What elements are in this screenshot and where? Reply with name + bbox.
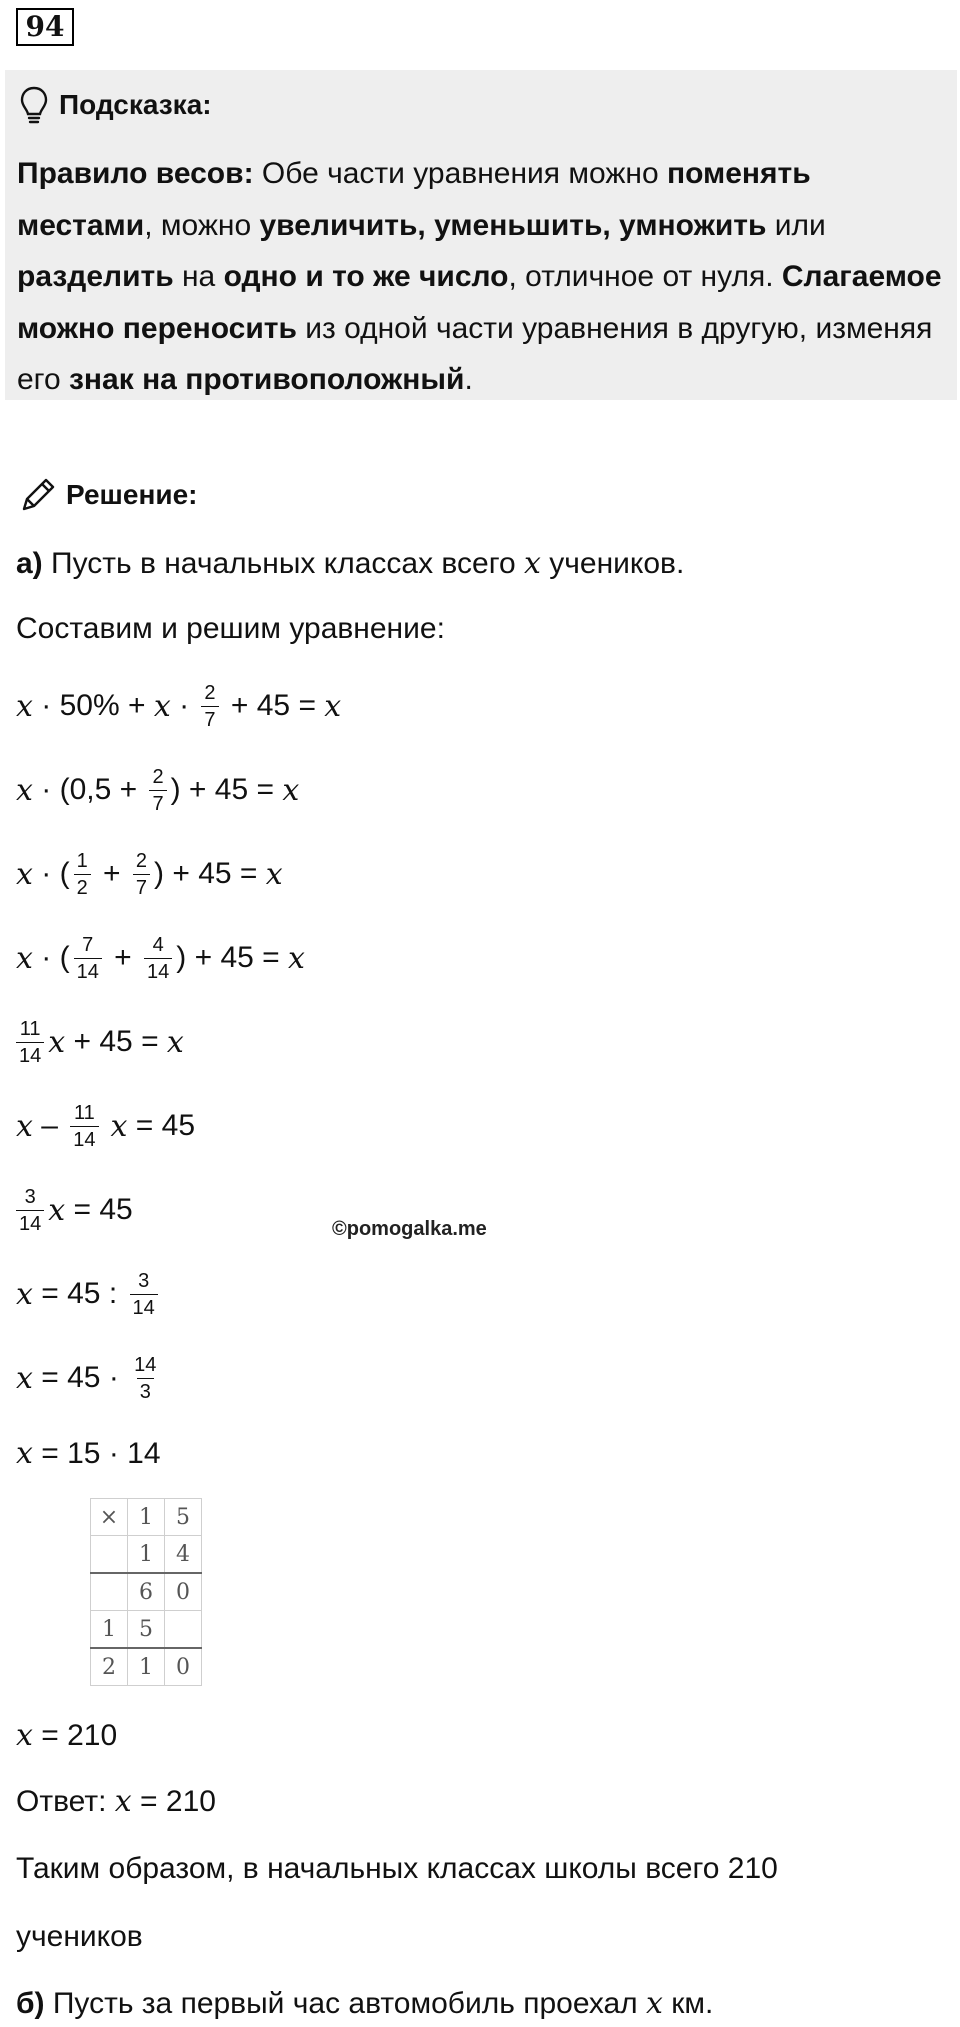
eq-part: = 210 [32,1718,118,1752]
var-x: x [16,772,33,808]
column-multiplication [90,1498,202,1686]
part-b-intro [16,1986,713,2021]
var-x: x [16,1276,33,1312]
numerator: 2 [135,849,148,872]
part-a-intro-text-1: Пусть в начальных классах всего [42,546,524,580]
denominator: 7 [201,706,218,731]
eq-part: · ( [32,857,70,890]
part-a-label: а) [16,546,43,580]
digit-cell [91,1536,128,1574]
equation-3 [16,844,283,904]
denominator: 14 [16,1042,44,1067]
part-b-intro-text-2: км. [662,1986,714,2020]
var-x: x [48,1192,66,1228]
eq-part: = 45 [65,1193,133,1226]
conclusion-text: учеников [16,1920,143,1953]
numerator: 11 [74,1101,95,1124]
hint-bold-segment: одно и то же число [223,260,509,293]
hint-bold-segment: Слагаемое можно переносить [17,260,942,345]
equation-1 [16,676,341,736]
equation-11 [16,1718,117,1753]
hint-text-segment: Обе части уравнения можно [253,157,667,190]
numerator: 3 [24,1185,36,1208]
digit-cell: 2 [91,1648,128,1686]
var-x: x [265,856,283,892]
var-x: x [16,856,33,892]
fraction [74,850,91,899]
fraction [70,1102,98,1151]
digit-cell: 4 [165,1536,202,1574]
answer-value: = 210 [131,1784,216,1818]
eq-part: + 45 = [65,1025,167,1058]
hint-text-segment: или [766,208,826,242]
compose-label: Составим и решим уравнение: [16,612,445,645]
hint-text-segment: на [173,260,224,293]
fraction [133,850,150,899]
digit-cell: 1 [128,1499,165,1536]
solution-header [18,470,197,520]
fraction [144,934,172,983]
problem-number: 94 [16,8,74,46]
conclusion-line-1 [16,1852,778,1886]
equation-10 [16,1436,161,1471]
equation-6 [16,1096,195,1156]
part-a-intro-text-2: учеников. [540,546,685,580]
eq-part: + 45 = [222,689,325,722]
eq-part: – [32,1109,67,1142]
fraction [16,1186,44,1235]
eq-part: · (0,5 + [32,773,146,806]
denominator: 14 [74,958,102,983]
eq-part: ) + 45 = [154,857,266,890]
eq-part: · 50% + [32,689,154,722]
hint-bold-segment: разделить [17,260,174,293]
var-x: x [16,1436,33,1471]
hint-bold-segment: знак на противоположный [69,363,465,396]
digit-cell: 0 [165,1573,202,1611]
multiply-sign: × [91,1499,128,1536]
var-x: x [16,1360,33,1396]
hint-title: Подсказка: [59,89,212,120]
hint-bold-segment: Правило весов: [17,157,254,190]
denominator: 7 [133,874,150,899]
numerator: 3 [138,1269,150,1292]
hint-bold-segment: увеличить, уменьшить, умножить [259,208,767,242]
eq-part: + [105,941,141,974]
part-a-intro [16,546,684,581]
hint-text-segment: , отличное от нуля. [508,260,782,293]
fraction [130,1270,158,1319]
digit-cell: 1 [91,1611,128,1649]
conclusion-line-2 [16,1920,143,1954]
equation-2 [16,760,299,820]
fraction [201,682,218,731]
digit-cell [91,1573,128,1611]
digit-cell [165,1611,202,1649]
fraction [149,766,166,815]
lightbulb-icon [19,85,49,125]
hint-bold-segment: поменять местами [17,157,811,242]
equation-5 [16,1012,184,1072]
pencil-icon [18,475,58,515]
answer-label: Ответ: [16,1784,115,1818]
numerator: 11 [19,1017,41,1040]
numerator: 7 [82,933,94,956]
compose-text [16,612,445,646]
equation-7 [16,1180,133,1240]
var-x: x [48,1024,66,1060]
fraction [16,1018,44,1067]
solution-title: Решение: [66,479,198,510]
equation-4 [16,928,305,988]
fraction [74,934,102,983]
eq-part: · ( [32,941,70,974]
var-x: x [324,688,342,724]
eq-part: ) + 45 = [176,941,289,974]
var-x: x [16,688,33,724]
numerator: 2 [204,681,216,704]
var-x: x [282,772,300,808]
eq-part: · [170,689,198,722]
denominator: 14 [144,958,172,983]
var-x: x [110,1108,128,1144]
digit-cell: 6 [128,1573,165,1611]
denominator: 7 [149,790,166,815]
eq-part: = 45 [127,1109,196,1142]
var-x: x [524,546,541,581]
var-x: x [288,940,305,976]
denominator: 14 [16,1210,44,1235]
hint-box [5,70,957,400]
denominator: 14 [70,1126,98,1151]
hint-text-segment: , можно [144,208,260,242]
digit-cell: 1 [128,1536,165,1574]
fraction [131,1354,159,1403]
answer-line [16,1784,216,1819]
eq-part: = 45 · [32,1361,128,1394]
digit-cell: 5 [165,1499,202,1536]
var-x: x [153,688,171,724]
numerator: 4 [152,933,164,956]
equation-8 [16,1264,162,1324]
digit-cell: 1 [128,1648,165,1686]
hint-text-segment: из одной части уравнения в другую, изменяя его [17,311,933,396]
watermark: ©pomogalka.me [332,1218,487,1240]
eq-part: ) + 45 = [170,773,283,806]
var-x: x [646,1986,663,2021]
part-b-intro-text-1: Пусть за первый час автомобиль проехал [44,1986,647,2020]
digit-cell: 0 [165,1648,202,1686]
var-x: x [166,1024,184,1060]
var-x: x [16,940,33,976]
eq-part: + [94,857,129,890]
equation-9 [16,1348,163,1408]
var-x: x [16,1108,33,1144]
hint-text-segment: . [464,363,473,396]
numerator: 1 [76,849,88,872]
eq-part: = 45 : [32,1277,126,1310]
denominator: 14 [130,1294,158,1319]
digit-cell: 5 [128,1611,165,1649]
numerator: 14 [134,1353,157,1376]
hint-text [17,148,947,406]
conclusion-text: Таким образом, в начальных классах школы всего 210 [16,1852,778,1885]
var-x: x [114,1784,132,1819]
denominator: 2 [74,874,91,899]
var-x: x [16,1718,33,1753]
denominator: 3 [137,1378,154,1403]
numerator: 2 [152,765,164,788]
part-b-label: б) [16,1986,45,2020]
hint-header [19,82,212,128]
eq-part: = 15 · 14 [32,1436,161,1470]
